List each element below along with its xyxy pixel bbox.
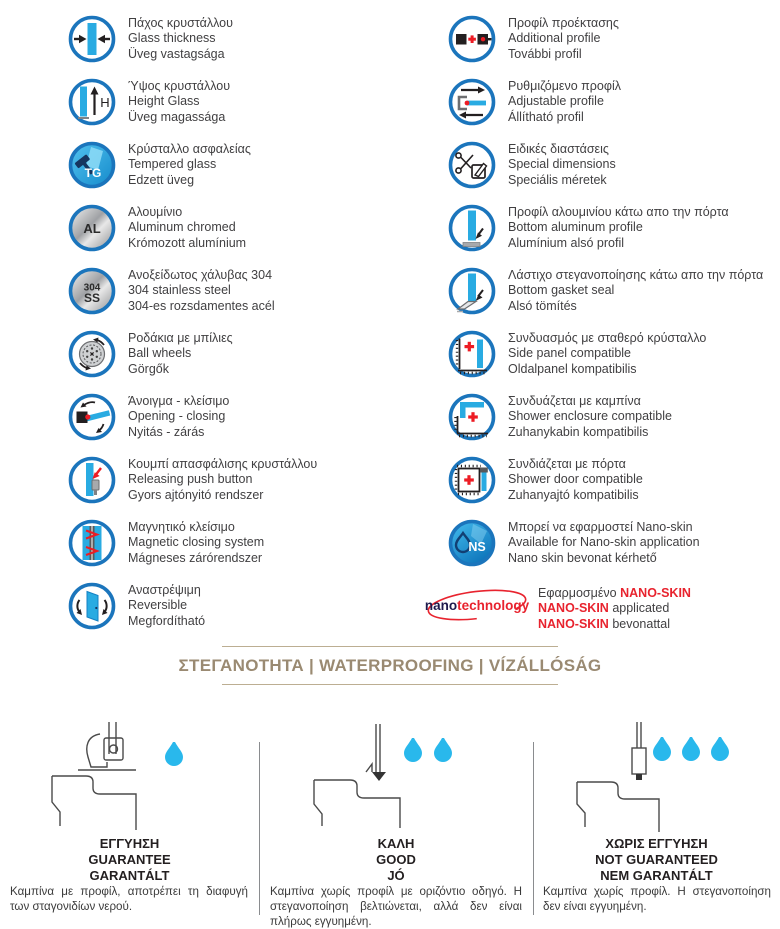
tempered-glass-icon <box>67 140 117 190</box>
label-hu: GARANTÁLT <box>89 868 170 883</box>
label-el: Προφίλ προέκτασης <box>508 16 619 30</box>
legend-row-opening-closing <box>67 392 402 455</box>
bottom-gasket-seal-icon <box>447 266 497 316</box>
label-en: Additional profile <box>508 31 601 46</box>
label-hu: Speciális méretek <box>508 172 607 187</box>
legend-row-side-panel-compatible <box>447 329 780 392</box>
waterproofing-diagram-good <box>280 722 510 832</box>
column-divider <box>533 742 534 915</box>
label-el: Ρυθμιζόμενο προφίλ <box>508 79 622 93</box>
label-en: Available for Nano-skin application <box>508 535 700 550</box>
legend-row-special-dimensions <box>447 140 780 203</box>
label-hu: Nano skin bevonat kérhető <box>508 550 657 565</box>
special-dimensions-icon <box>447 140 497 190</box>
label-el: ΕΓΓΥΗΣΗ <box>99 836 160 851</box>
label-el: Μπορεί να εφαρμοστεί Nano-skin <box>508 520 693 534</box>
ball-wheels-icon <box>67 329 117 379</box>
label-el: Αναστρέψιμη <box>128 583 201 597</box>
water-drop <box>653 737 671 761</box>
label-hu: Állítható profil <box>508 109 584 124</box>
legend-left-column <box>67 14 402 644</box>
waterproofing-title: ΣΤΕΓΑΝΟΤΗΤΑ | WATERPROOFING | VÍZÁLLÓSÁG <box>178 656 602 675</box>
water-drop <box>404 738 422 762</box>
glass-height-icon <box>67 77 117 127</box>
bottom-aluminum-profile-icon <box>447 203 497 253</box>
water-drop <box>711 737 729 761</box>
label-en: Glass thickness <box>128 31 216 46</box>
label-el: Ειδικές διαστάσεις <box>508 142 609 156</box>
water-drop <box>165 742 183 766</box>
label-el: Άνοιγμα - κλείσιμο <box>128 394 230 408</box>
label-en: Releasing push button <box>128 472 253 487</box>
label-hu: Zuhanyajtó kompatibilis <box>508 487 639 502</box>
label-en: Adjustable profile <box>508 94 604 109</box>
label-el: Προφίλ αλουμινίου κάτω απο την πόρτα <box>508 205 729 219</box>
label-el: Ανοξείδωτος χάλυβας 304 <box>128 268 273 282</box>
legend-row-nano-skin-applied <box>425 581 780 644</box>
label-el: Συνδυασμός με σταθερό κρύσταλλο <box>508 331 707 345</box>
legend-row-glass-height <box>67 77 402 140</box>
legend-row-shower-enclosure-compatible <box>447 392 780 455</box>
heading-rule-bottom <box>222 684 558 685</box>
label-el: Πάχος κρυστάλλου <box>128 16 233 30</box>
label-hu: Krómozott alumínium <box>128 235 247 250</box>
nanotechnology-logo <box>425 584 530 626</box>
waterproofing-label-good <box>259 836 533 884</box>
waterproofing-heading-block <box>0 646 780 685</box>
label-el: ΧΩΡΙΣ ΕΓΓΥΗΣΗ <box>605 836 708 851</box>
legend-row-adjustable-profile <box>447 77 780 140</box>
label-hu: Mágneses zárórendszer <box>128 550 263 565</box>
label-en: Aluminum chromed <box>128 220 236 235</box>
legend-row-bottom-gasket-seal <box>447 266 780 329</box>
label-hu: Alumínium alsó profil <box>508 235 625 250</box>
label-el: Κρύσταλλο ασφαλείας <box>128 142 251 156</box>
legend-row-stainless-304 <box>67 266 402 329</box>
label-el: Συνδυάζεται με καμπίνα <box>508 394 641 408</box>
label-hu: NEM GARANTÁLT <box>600 868 713 883</box>
label-hu: Üveg magassága <box>128 109 226 124</box>
label-en: Reversible <box>128 598 188 613</box>
label-en: GUARANTEE <box>88 852 171 867</box>
waterproofing-label-not-guaranteed <box>533 836 780 884</box>
label-hu: További profil <box>508 46 582 61</box>
label-el: ΚΑΛΗ <box>377 836 415 851</box>
label-hu: Alsó tömítés <box>508 298 577 313</box>
legend-row-aluminum <box>67 203 402 266</box>
label-en: Shower door compatible <box>508 472 643 487</box>
label-en: Bottom aluminum profile <box>508 220 643 235</box>
label-en: 304 stainless steel <box>128 283 231 298</box>
water-drop <box>434 738 452 762</box>
nanotechnology-logo-text <box>425 598 530 613</box>
glyph-tg: TG <box>84 166 102 180</box>
glass-thickness-icon <box>67 14 117 64</box>
glyph-ns: NS <box>468 540 486 554</box>
legend-row-glass-thickness <box>67 14 402 77</box>
shower-door-compatible-icon <box>447 455 497 505</box>
legend-row-nano-skin <box>447 518 780 581</box>
nano-skin-icon <box>447 518 497 568</box>
legend-row-reversible <box>67 581 402 644</box>
label-hu: Görgők <box>128 361 169 376</box>
waterproofing-diagram-guarantee <box>14 722 244 832</box>
legend-row-magnetic-closing <box>67 518 402 581</box>
column-divider <box>259 742 260 915</box>
legend-row-bottom-aluminum-profile <box>447 203 780 266</box>
water-drop <box>682 737 700 761</box>
legend-right-column <box>425 14 780 644</box>
side-panel-compatible-icon <box>447 329 497 379</box>
label-el: Ύψος κρυστάλλου <box>128 79 231 93</box>
label-en: Opening - closing <box>128 409 226 424</box>
label-el: Κουμπί απασφάλισης κρυστάλλου <box>128 457 318 471</box>
label-el: Αλουμίνιο <box>128 205 183 219</box>
label-en: Magnetic closing system <box>128 535 265 550</box>
additional-profile-icon <box>447 14 497 64</box>
aluminum-chromed-icon <box>67 203 117 253</box>
releasing-push-button-icon <box>67 455 117 505</box>
label-en: NANO-SKIN applicated <box>538 601 670 616</box>
glyph-al: AL <box>83 221 101 236</box>
label-hu: Megfordítható <box>128 613 206 628</box>
label-en: GOOD <box>376 852 416 867</box>
label-hu: JÓ <box>387 868 405 883</box>
label-hu: Nyitás - zárás <box>128 424 205 439</box>
label-el: Εφαρμοσμένο NANO-SKIN <box>538 586 691 600</box>
label-el: Συνδιάζεται με πόρτα <box>508 457 626 471</box>
label-hu: Zuhanykabin kompatibilis <box>508 424 649 439</box>
label-en: Ball wheels <box>128 346 192 361</box>
legend-row-tempered-glass <box>67 140 402 203</box>
label-el: Ροδάκια με μπίλιες <box>128 331 233 345</box>
legend-row-releasing-push-button <box>67 455 402 518</box>
label-en: Side panel compatible <box>508 346 631 361</box>
magnetic-closing-icon <box>67 518 117 568</box>
label-en: Tempered glass <box>128 157 217 172</box>
waterproofing-caption-not-guaranteed: Καμπίνα χωρίς προφίλ. Η στεγανοποίηση δεν είναι εγγυημένη. <box>543 885 771 913</box>
label-hu: 304-es rozsdamentes acél <box>128 298 275 313</box>
label-hu: Edzett üveg <box>128 172 195 187</box>
label-en: Shower enclosure compatible <box>508 409 672 424</box>
adjustable-profile-icon <box>447 77 497 127</box>
label-en: NOT GUARANTEED <box>595 852 718 867</box>
legend-row-additional-profile <box>447 14 780 77</box>
logo-technology-text: technology <box>457 598 530 613</box>
label-hu: Gyors ajtónyitó rendszer <box>128 487 264 502</box>
legend-row-shower-door-compatible <box>447 455 780 518</box>
legend-row-ball-wheels <box>67 329 402 392</box>
waterproofing-diagram-not-guaranteed <box>541 722 771 832</box>
label-hu: Üveg vastagsága <box>128 46 225 61</box>
label-el: Λάστιχο στεγανοποίησης κάτω απο την πόρτα <box>508 268 764 282</box>
label-en: Special dimensions <box>508 157 616 172</box>
logo-nano-text: nano <box>425 598 458 613</box>
glyph-h: H <box>100 95 110 110</box>
label-en: Bottom gasket seal <box>508 283 615 298</box>
label-el: Μαγνητικό κλείσιμο <box>128 520 235 534</box>
label-hu: Oldalpanel kompatibilis <box>508 361 637 376</box>
stainless-steel-304-icon <box>67 266 117 316</box>
glyph-ss: SS <box>83 291 101 305</box>
glyph-304: 304 <box>83 282 101 294</box>
waterproofing-label-guarantee <box>0 836 259 884</box>
reversible-icon <box>67 581 117 631</box>
label-en: Height Glass <box>128 94 200 109</box>
waterproofing-caption-good: Καμπίνα χωρίς προφίλ με οριζόντιο οδηγό. Η στεγανοποίηση βελτιώνεται, αλλά δεν είναι πλήρως εγγυημένη. <box>270 885 522 928</box>
shower-enclosure-compatible-icon <box>447 392 497 442</box>
opening-closing-icon <box>67 392 117 442</box>
waterproofing-caption-guarantee: Καμπίνα με προφίλ, αποτρέπει τη διαφυγή των σταγονιδίων νερού. <box>10 885 248 913</box>
label-hu: NANO-SKIN bevonattal <box>538 616 671 631</box>
